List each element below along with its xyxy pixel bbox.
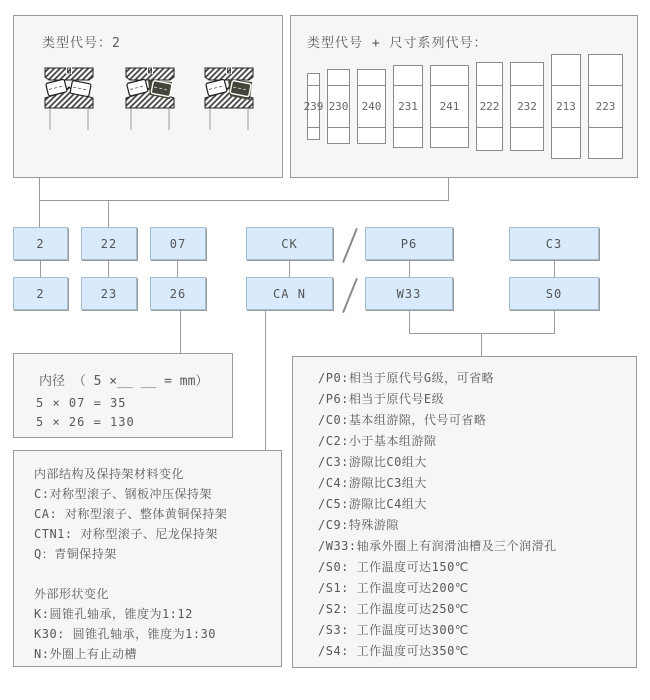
legend-line: CA: 对称型滚子、整体黄铜保持架 bbox=[34, 507, 228, 521]
legend-line: /C5:游隙比C4组大 bbox=[318, 497, 427, 511]
code-box-type: 2 bbox=[13, 227, 68, 260]
connector-line bbox=[39, 200, 449, 201]
bore-example-line: 5 × 07 = 35 bbox=[36, 396, 127, 410]
legend-line: C:对称型滚子、钢板冲压保持架 bbox=[34, 487, 212, 501]
bore-formula-title: 内径 （ 5 ×__ __ = mm） bbox=[39, 374, 209, 389]
bore-examples bbox=[36, 394, 135, 432]
connector-line bbox=[409, 260, 410, 277]
legend-line: K30: 圆锥孔轴承，锥度为1:30 bbox=[34, 627, 217, 641]
code-box-clearance: C3 bbox=[509, 227, 599, 260]
bore-diameter-panel bbox=[13, 353, 233, 438]
code-box-lube: W33 bbox=[365, 277, 453, 310]
series-inner-ring bbox=[394, 127, 422, 147]
size-series-panel bbox=[290, 15, 638, 178]
size-series-box-222 bbox=[476, 62, 503, 151]
series-label: 239 bbox=[303, 100, 324, 113]
series-inner-ring bbox=[589, 127, 622, 158]
legend-line: /P6:相当于原代号E级 bbox=[318, 392, 445, 406]
series-inner-ring bbox=[328, 127, 349, 143]
spherical-roller-bearing-icon bbox=[43, 67, 95, 131]
series-label: 241 bbox=[439, 100, 460, 113]
legend-line: Q：青铜保持架 bbox=[34, 547, 117, 561]
series-outer-ring bbox=[477, 63, 502, 86]
internal-structure-legend bbox=[34, 464, 227, 664]
connector-line bbox=[448, 178, 449, 201]
suffix-codes-legend bbox=[318, 368, 557, 662]
legend-line: /C2:小于基本组游隙 bbox=[318, 434, 437, 448]
series-label: 232 bbox=[517, 100, 537, 113]
series-inner-ring bbox=[358, 127, 385, 143]
code-box-bore: 07 bbox=[150, 227, 206, 260]
legend-line: 外部形状变化 bbox=[34, 587, 110, 601]
connector-line bbox=[554, 310, 555, 334]
connector-line bbox=[265, 310, 266, 450]
size-series-box-241 bbox=[430, 65, 469, 148]
series-outer-ring bbox=[308, 74, 319, 86]
connector-line bbox=[409, 310, 410, 334]
series-outer-ring bbox=[552, 55, 580, 86]
spherical-roller-bearing-icon bbox=[203, 67, 255, 131]
connector-line bbox=[177, 260, 178, 277]
connector-line bbox=[108, 201, 109, 227]
legend-line: /S0: 工作温度可达150℃ bbox=[318, 560, 469, 574]
connector-line bbox=[481, 333, 482, 356]
legend-line: /S2: 工作温度可达250℃ bbox=[318, 602, 469, 616]
code-box-type-2: 2 bbox=[13, 277, 68, 310]
code-box-series: 22 bbox=[81, 227, 137, 260]
series-outer-ring bbox=[431, 66, 468, 86]
series-label: 230 bbox=[328, 100, 349, 113]
code-box-internal-2: CA N bbox=[246, 277, 333, 310]
series-label: 213 bbox=[556, 100, 576, 113]
size-series-box-213 bbox=[551, 54, 581, 159]
legend-line: /C4:游隙比C3组大 bbox=[318, 476, 427, 490]
code-box-tolerance: P6 bbox=[365, 227, 453, 260]
type-code-title: 类型代号：2 bbox=[42, 36, 121, 51]
series-inner-ring bbox=[308, 127, 319, 139]
series-inner-ring bbox=[431, 127, 468, 147]
legend-line: N:外圈上有止动槽 bbox=[34, 647, 137, 661]
legend-line: /C3:游隙比C0组大 bbox=[318, 455, 427, 469]
type-code-panel bbox=[13, 15, 283, 178]
slash-separator bbox=[342, 278, 358, 313]
legend-line: /S1: 工作温度可达200℃ bbox=[318, 581, 469, 595]
series-outer-ring bbox=[358, 70, 385, 86]
size-series-row bbox=[303, 36, 631, 177]
series-outer-ring bbox=[328, 70, 349, 86]
series-outer-ring bbox=[589, 55, 622, 86]
connector-line bbox=[289, 260, 290, 277]
series-label: 223 bbox=[595, 100, 616, 113]
legend-line: /S4: 工作温度可达350℃ bbox=[318, 644, 469, 658]
suffix-codes-panel bbox=[292, 356, 637, 668]
size-series-title: 类型代号 + 尺寸系列代号： bbox=[307, 36, 488, 51]
slash-separator bbox=[342, 228, 358, 263]
legend-line: /S3: 工作温度可达300℃ bbox=[318, 623, 469, 637]
series-outer-ring bbox=[511, 63, 543, 86]
code-box-series-2: 23 bbox=[81, 277, 137, 310]
size-series-box-232 bbox=[510, 62, 544, 151]
legend-line bbox=[34, 564, 227, 584]
series-outer-ring bbox=[394, 66, 422, 86]
series-label: 231 bbox=[398, 100, 418, 113]
series-inner-ring bbox=[552, 127, 580, 158]
connector-line bbox=[108, 260, 109, 277]
series-label: 240 bbox=[361, 100, 382, 113]
connector-line bbox=[554, 260, 555, 277]
bore-example-line: 5 × 26 = 130 bbox=[36, 415, 135, 429]
legend-line: 内部结构及保持架材料变化 bbox=[34, 467, 185, 481]
legend-line: CTN1: 对称型滚子、尼龙保持架 bbox=[34, 527, 218, 541]
code-box-temp: S0 bbox=[509, 277, 599, 310]
legend-line: /P0:相当于原代号G级，可省略 bbox=[318, 371, 495, 385]
legend-line: /W33:轴承外圈上有润滑油槽及三个润滑孔 bbox=[318, 539, 557, 553]
size-series-box-239 bbox=[303, 73, 324, 140]
code-box-internal: CK bbox=[246, 227, 333, 260]
size-series-box-231 bbox=[393, 65, 423, 148]
size-series-box-223 bbox=[588, 54, 623, 159]
connector-line bbox=[409, 333, 555, 334]
series-label: 222 bbox=[479, 100, 500, 113]
size-series-box-230 bbox=[327, 69, 350, 144]
legend-line: /C0:基本组游隙，代号可省略 bbox=[318, 413, 487, 427]
series-inner-ring bbox=[477, 127, 502, 150]
connector-line bbox=[40, 260, 41, 277]
connector-line bbox=[39, 178, 40, 227]
connector-line bbox=[180, 310, 181, 353]
spherical-roller-bearing-icon bbox=[124, 67, 176, 131]
internal-structure-panel bbox=[13, 450, 282, 667]
code-box-bore-2: 26 bbox=[150, 277, 206, 310]
legend-line: K:圆锥孔轴承，锥度为1:12 bbox=[34, 607, 193, 621]
size-series-box-240 bbox=[357, 69, 386, 144]
legend-line: /C9:特殊游隙 bbox=[318, 518, 399, 532]
series-inner-ring bbox=[511, 127, 543, 150]
